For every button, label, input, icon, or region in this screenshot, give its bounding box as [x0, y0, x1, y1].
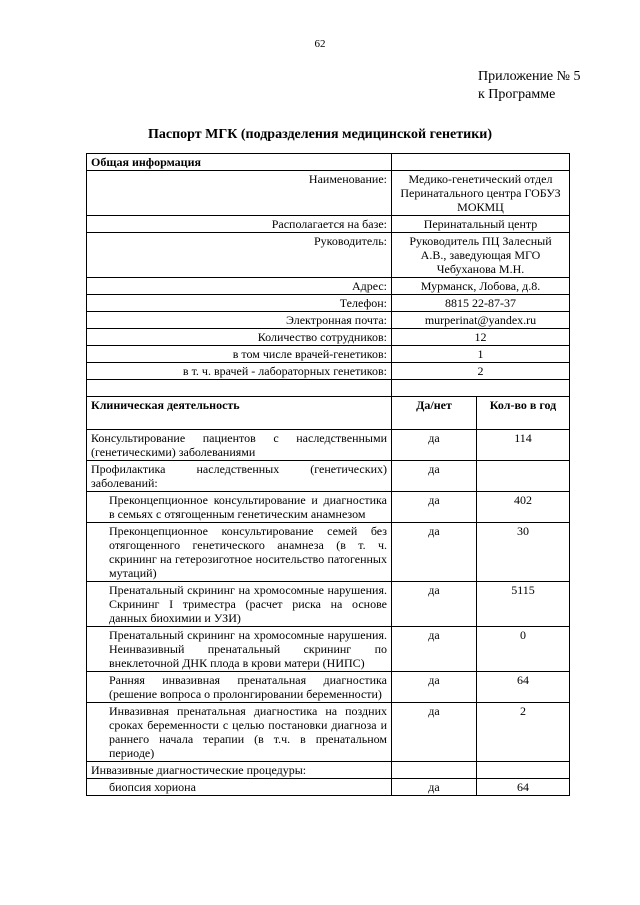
clinical-row [87, 779, 570, 796]
general-heading-empty [392, 154, 570, 171]
general-label: в том числе врачей-генетиков: [87, 346, 392, 363]
general-value: 12 [392, 329, 570, 346]
general-value: Медико-генетический отдел Перинатального центра ГОБУЗ МОКМЦ [392, 171, 570, 216]
clinical-row-count: 64 [477, 672, 570, 703]
clinical-row-text: Ранняя инвазивная пренатальная диагностика (решение вопроса о пролонгировании беременности) [87, 672, 392, 703]
general-row [87, 278, 570, 295]
clinical-header-row [87, 397, 570, 430]
page-number: 62 [314, 38, 326, 50]
clinical-row-count: 0 [477, 627, 570, 672]
general-row [87, 346, 570, 363]
appendix-line-2: к Программе [478, 87, 556, 102]
clinical-heading: Клиническая деятельность [87, 397, 392, 430]
general-value: 2 [392, 363, 570, 380]
clinical-row-yes-no: да [392, 672, 477, 703]
clinical-row-text: Профилактика наследственных (генетических) заболеваний: [87, 461, 392, 492]
clinical-row-count [477, 461, 570, 492]
general-label: Электронная почта: [87, 312, 392, 329]
clinical-row [87, 523, 570, 582]
clinical-row-yes-no: да [392, 703, 477, 762]
general-value: murperinat@yandex.ru [392, 312, 570, 329]
clinical-row-count [477, 762, 570, 779]
passport-table [86, 153, 570, 796]
general-value: Перинатальный центр [392, 216, 570, 233]
clinical-row-text: биопсия хориона [87, 779, 392, 796]
general-label: Руководитель: [87, 233, 392, 278]
clinical-row [87, 492, 570, 523]
column-header-count: Кол-во в год [477, 397, 570, 430]
clinical-row-count: 30 [477, 523, 570, 582]
general-row [87, 295, 570, 312]
clinical-row [87, 762, 570, 779]
general-row [87, 312, 570, 329]
clinical-row-count: 402 [477, 492, 570, 523]
clinical-row [87, 672, 570, 703]
clinical-row-yes-no: да [392, 461, 477, 492]
general-value: Руководитель ПЦ Залесный А.В., заведующая МГО Чебуханова М.Н. [392, 233, 570, 278]
general-row [87, 171, 570, 216]
clinical-row-count: 64 [477, 779, 570, 796]
general-row [87, 329, 570, 346]
clinical-row-text: Пренатальный скрининг на хромосомные нарушения. Скрининг I триместра (расчет риска на основе данных биохимии и УЗИ) [87, 582, 392, 627]
clinical-row [87, 430, 570, 461]
clinical-row-yes-no: да [392, 492, 477, 523]
clinical-row-yes-no: да [392, 582, 477, 627]
general-heading-row [87, 154, 570, 171]
clinical-row [87, 703, 570, 762]
clinical-row-text: Инвазивная пренатальная диагностика на поздних сроках беременности с целью постановки диагноза и раннего начала терапии (в т.ч. в пренатальном периоде) [87, 703, 392, 762]
general-value: 8815 22-87-37 [392, 295, 570, 312]
general-label: в т. ч. врачей - лабораторных генетиков: [87, 363, 392, 380]
clinical-row-yes-no: да [392, 523, 477, 582]
clinical-row-count: 5115 [477, 582, 570, 627]
spacer-cell [392, 380, 570, 397]
clinical-row-yes-no: да [392, 430, 477, 461]
general-row [87, 363, 570, 380]
general-label: Наименование: [87, 171, 392, 216]
general-row [87, 216, 570, 233]
general-label: Телефон: [87, 295, 392, 312]
general-heading: Общая информация [87, 154, 392, 171]
clinical-row [87, 627, 570, 672]
clinical-row-text: Пренатальный скрининг на хромосомные нарушения. Неинвазивный пренатальный скрининг по внеклеточной ДНК плода в крови матери (НИПС) [87, 627, 392, 672]
clinical-row-text: Консультирование пациентов с наследственными (генетическими) заболеваниями [87, 430, 392, 461]
appendix-line-1: Приложение № 5 [478, 69, 581, 84]
general-row [87, 233, 570, 278]
clinical-row [87, 461, 570, 492]
clinical-row-text: Преконцепционное консультирование и диагностика в семьях с отягощенным генетическим анамнезом [87, 492, 392, 523]
clinical-row [87, 582, 570, 627]
clinical-row-count: 114 [477, 430, 570, 461]
clinical-row-text: Преконцепционное консультирование семей без отягощенного генетического анамнеза (в т. ч. скрининг на гетерозиготное носительство патогенных мутаций) [87, 523, 392, 582]
clinical-row-count: 2 [477, 703, 570, 762]
spacer-cell [87, 380, 392, 397]
document-title: Паспорт МГК (подразделения медицинской генетики) [147, 127, 493, 142]
clinical-row-text: Инвазивные диагностические процедуры: [87, 762, 392, 779]
clinical-row-yes-no [392, 762, 477, 779]
general-label: Адрес: [87, 278, 392, 295]
spacer-row [87, 380, 570, 397]
general-value: Мурманск, Лобова, д.8. [392, 278, 570, 295]
general-label: Располагается на базе: [87, 216, 392, 233]
column-header-yes-no: Да/нет [392, 397, 477, 430]
general-label: Количество сотрудников: [87, 329, 392, 346]
appendix-note [478, 68, 581, 104]
general-value: 1 [392, 346, 570, 363]
clinical-row-yes-no: да [392, 779, 477, 796]
clinical-row-yes-no: да [392, 627, 477, 672]
